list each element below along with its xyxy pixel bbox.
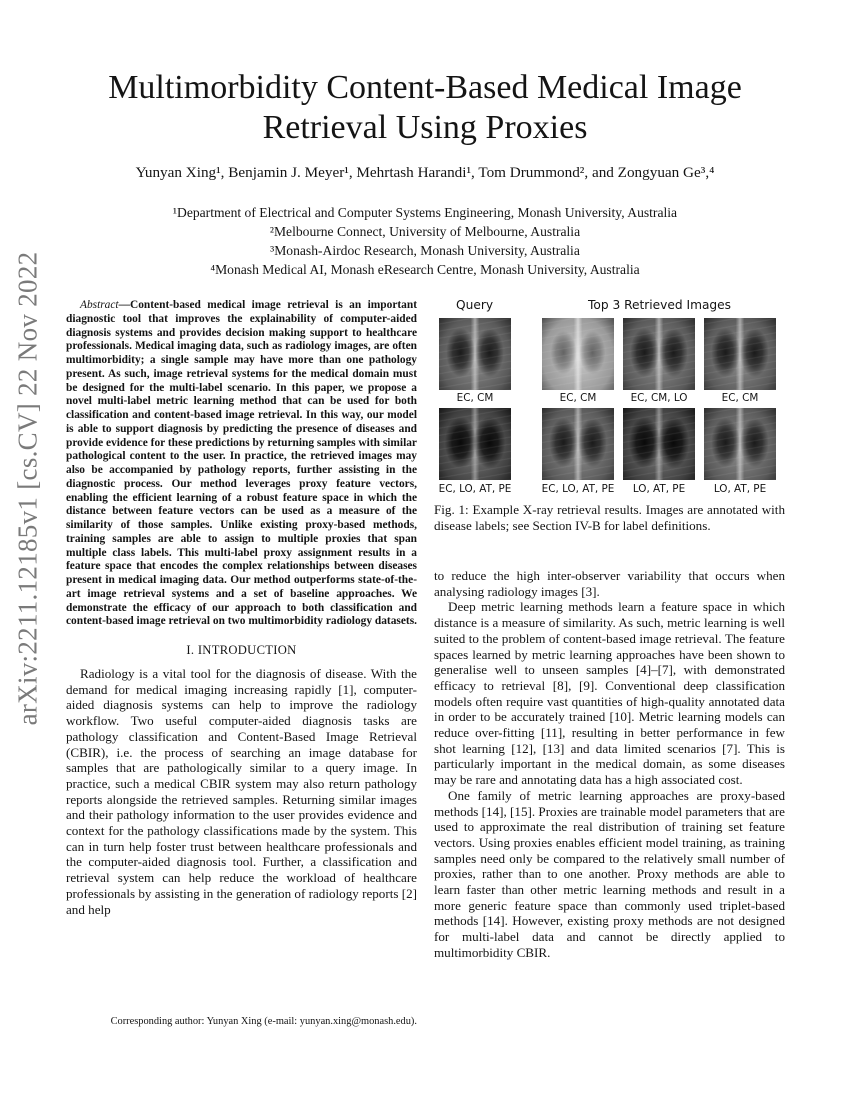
abstract — [66, 299, 417, 629]
body-paragraph: Deep metric learning methods learn a feature space in which distance is a measure of similarity. As such, metric learning is well suited to the problem of content-based image retrieval. The feature spaces learned by metric learning approaches have been shown to generalise well to unseen samples [4]–[7], with demonstrated efficacy to retrieval [8], [9]. Conventional deep classification models often require vast quantities of high-quality annotated data in order to be accurately trained [10]. Metric learning models can reduce over-fitting [11], resulting in better performance in few shot learning [12], [13] and data limited scenarios [7]. This is particularly important in the medical domain, as some diseases may be rare and annotating data has a high associated cost. — [434, 599, 785, 788]
affiliation-line: ⁴Monash Medical AI, Monash eResearch Centre, Monash University, Australia — [210, 262, 640, 277]
retrieved-label: EC, CM, LO — [630, 392, 688, 404]
paper-title: Multimorbidity Content-Based Medical Image Retrieval Using Proxies — [108, 69, 742, 146]
retrieved-label: LO, AT, PE — [632, 483, 686, 495]
retrieved-xray-image — [623, 318, 695, 390]
figure-caption: Fig. 1: Example X-ray retrieval results. Images are annotated with disease labels; see Section IV-B for label definitions. — [434, 502, 785, 533]
left-column — [66, 299, 417, 917]
abstract-text: —Content-based medical image retrieval is an important diagnostic tool that improves the explainability of computer-aided diagnosis systems and provides decision making support to healthcare professionals. Medical imaging data, such as radiology images, are often multimorbidity; a single sample may have more than one pathology present. As such, image retrieval systems for the medical domain must be designed for the multi-label scenario. In this paper, we propose a novel multi-label metric learning method that can be used for both classification and content-based image retrieval. In this way, our model is able to support diagnosis by predicting the presence of diseases and provide evidence for these predictions by returning samples with similar pathological content to the user. In practice, the retrieved images may also be accompanied by pathology reports, further assisting in the diagnostic process. Our method leverages proxy feature vectors, enabling the efficient learning of a robust feature space in which the distance between feature vectors can be used as a measure of the similarity of those samples. Unlike existing proxy-based methods, training samples are able to assign to multiple proxies that span multiple class labels. This multi-label proxy assignment results in a feature space that encodes the complex relationships between diseases present in medical imaging data. Our method outperforms state-of-the-art image retrieval systems and a set of baseline approaches. We demonstrate the efficacy of our approach to both classification and content-based image retrieval on two multimorbidity radiology datasets. — [66, 299, 417, 628]
footnote: Corresponding author: Yunyan Xing (e-mail: yunyan.xing@monash.edu). — [110, 1016, 417, 1027]
arxiv-stamp-text: arXiv:2211.12185v1 [cs.CV] 22 Nov 2022 — [12, 251, 43, 725]
right-column — [434, 568, 785, 961]
affiliations — [80, 203, 770, 279]
retrieved-xray-image — [623, 408, 695, 480]
author-list: Yunyan Xing¹, Benjamin J. Meyer¹, Mehrtash Harandi¹, Tom Drummond², and Zongyuan Ge³,⁴ — [135, 164, 715, 181]
retrieved-header: Top 3 Retrieved Images — [588, 298, 731, 312]
affiliation-line: ²Melbourne Connect, University of Melbourne, Australia — [269, 224, 581, 239]
query-xray-image — [439, 408, 511, 480]
retrieved-xray-image — [542, 318, 614, 390]
retrieved-xray-image — [704, 318, 776, 390]
query-label: EC, CM — [456, 392, 494, 404]
section-heading: I. INTRODUCTION — [186, 643, 297, 657]
retrieved-label: EC, CM — [559, 392, 597, 404]
retrieved-label: EC, CM — [721, 392, 759, 404]
arxiv-side-stamp — [0, 251, 56, 725]
query-label: EC, LO, AT, PE — [438, 483, 512, 495]
affiliation-line: ¹Department of Electrical and Computer Systems Engineering, Monash University, Australia — [172, 205, 678, 220]
body-paragraph: One family of metric learning approaches are proxy-based methods [14], [15]. Proxies are trainable model parameters that are used to approximate the real distribution of training set feature vectors. Using proxies enables efficient model training, as training samples need only be compared to the relatively small number of proxies, rather than to one another. Proxy methods are able to learn faster than other metric learning methods and result in a more generic feature space than commonly used triplet-based methods [14]. However, existing proxy methods are not designed for multi-label data and cannot be directly applied to multimorbidity CBIR. — [434, 787, 785, 960]
query-header: Query — [456, 298, 494, 312]
intro-paragraph: Radiology is a vital tool for the diagnosis of disease. With the demand for medical imaging increasing rapidly [1], computer-aided diagnosis systems can help to improve the radiology workflow. Two useful computer-aided diagnosis tasks are pathology classification and Content-Based Image Retrieval (CBIR), i.e. the process of searching an image database for samples that are pathologically similar to a query image. In practice, such a medical CBIR system may also return pathology reports alongside the retrieved samples. Returning similar images and their pathology information to the user provides evidence and context for the pathology classifications made by the system. This can in turn help foster trust between healthcare professionals and the computer-aided diagnosis tool. Further, a classification and retrieval system can help reduce the workload of healthcare professionals by assisting in the generation of radiology reports [2] and help — [66, 666, 417, 917]
retrieved-label: EC, LO, AT, PE — [541, 483, 615, 495]
abstract-label: Abstract — [80, 299, 119, 311]
retrieved-label: LO, AT, PE — [713, 483, 767, 495]
retrieved-xray-image — [542, 408, 614, 480]
retrieved-xray-image — [704, 408, 776, 480]
query-xray-image — [439, 318, 511, 390]
affiliation-line: ³Monash-Airdoc Research, Monash University, Australia — [270, 243, 580, 258]
body-paragraph: to reduce the high inter-observer variability that occurs when analysing radiology images [3]. — [434, 568, 785, 599]
